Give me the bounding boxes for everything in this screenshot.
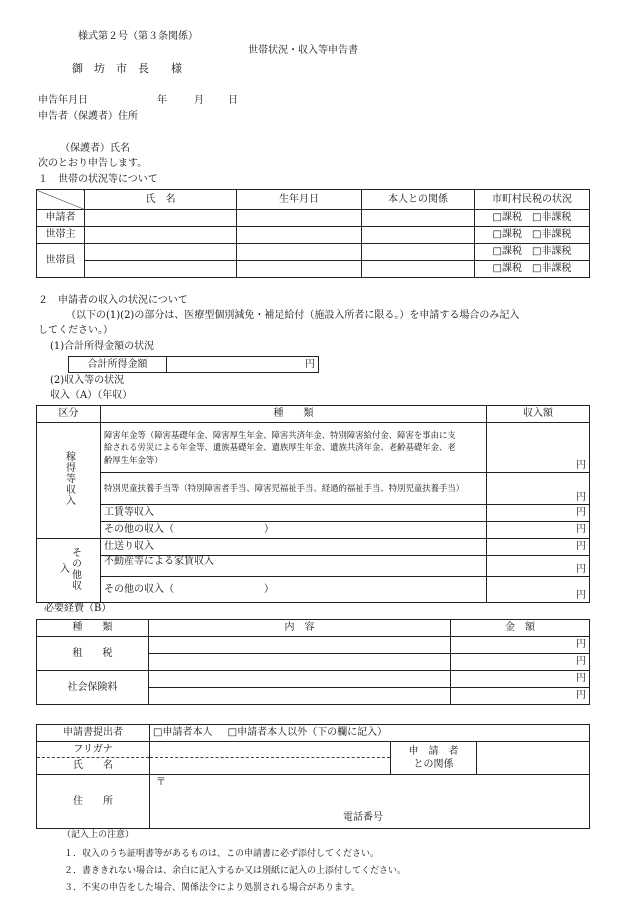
notes-heading: （記入上の注意） [62,830,135,840]
rent-amount[interactable]: 円 [487,556,590,577]
col-expense-content: 内 容 [149,620,451,637]
submitter-name-label: 氏 名 [37,758,150,775]
submitter-name-input[interactable] [150,758,391,775]
furigana-label: フリガナ [37,742,150,758]
pension-amount[interactable]: 円 [487,423,590,473]
submitter-address-label: 住 所 [37,775,150,829]
submitter-label: 申請書提出者 [37,725,150,742]
row-label-applicant: 申請者 [37,210,85,227]
allowance-type: 特別児童扶養手当等（特別障害者手当、障害児福祉手当、経過的福祉手当、特別児童扶養手当） [101,473,487,505]
table-row [37,522,590,539]
remittance-type: 仕送り収入 [101,539,487,556]
relation-label [391,742,477,775]
name-cell[interactable] [85,227,237,244]
birthdate-cell[interactable] [237,210,362,227]
expense-table [36,619,590,705]
insurance-amount-2[interactable]: 円 [451,688,590,705]
self-checkbox[interactable]: □申請者本人 [153,727,213,738]
table-row [37,261,590,278]
other-income-amount-2[interactable]: 円 [487,577,590,603]
other-income-group [37,539,101,603]
income-table [36,405,590,603]
year-label: 年 [157,95,167,106]
section2-note-1: （以下の(1)(2)の部分は、医療型個別減免・補足給付（施設入所者に限る。）を申請する場合のみ記入 [66,310,520,321]
col-name: 氏 名 [85,190,237,210]
name-label: （保護者）氏名 [60,143,130,154]
relation-cell[interactable] [362,261,475,278]
relation-input[interactable] [477,742,590,775]
other-income-type-2: その他の収入（ ） [101,577,487,603]
table-row [37,227,590,244]
declaration: 次のとおり申告します。 [38,158,148,169]
insurance-amount-1[interactable]: 円 [451,671,590,688]
expense-header-row [37,620,590,637]
address-row [37,775,590,829]
col-relation: 本人との関係 [362,190,475,210]
total-income-label: 合計所得金額 [69,357,167,373]
row-label-member: 世帯員 [37,244,85,278]
form-number: 様式第２号（第３条関係） [78,31,198,42]
col-type: 種 類 [101,406,487,423]
col-category: 区分 [37,406,101,423]
tax-checkboxes[interactable]: □課税 □非課税 [475,261,590,278]
tax-checkboxes[interactable]: □課税 □非課税 [475,210,590,227]
relation-cell[interactable] [362,227,475,244]
wages-type: 工賃等収入 [101,505,487,522]
income-header-row [37,406,590,423]
table-row [37,671,590,688]
table-row [37,210,590,227]
table-row [37,637,590,654]
expense-heading: 必要経費（B） [44,603,112,614]
tax-amount-1[interactable]: 円 [451,637,590,654]
rent-type: 不動産等による家賃収入 [101,556,487,577]
relation-line-2: との関係 [413,759,454,770]
earned-income-label: 稼得等収入 [63,451,75,506]
table-row [37,577,590,603]
table-row [37,473,590,505]
household-table [36,189,590,278]
tax-checkboxes[interactable]: □課税 □非課税 [475,244,590,261]
day-label: 日 [228,95,238,106]
birthdate-cell[interactable] [237,261,362,278]
relation-line-1: 申 請 者 [408,746,459,757]
col-amount: 収入額 [487,406,590,423]
col-tax-status: 市町村民税の状況 [475,190,590,210]
allowance-amount[interactable]: 円 [487,473,590,505]
postal-mark: 〒 [156,777,166,788]
tax-label: 租 税 [37,637,149,671]
household-header-row [37,190,590,210]
submitter-options [150,725,590,742]
address-label: 申告者（保護者）住所 [38,111,138,122]
name-cell[interactable] [85,244,237,261]
table-row [37,556,590,577]
earned-income-group [37,423,101,539]
birthdate-cell[interactable] [237,227,362,244]
note-item-2: ２．書ききれない場合は、余白に記入するか又は別紙に記入の上添付してください。 [64,866,407,876]
relation-cell[interactable] [362,244,475,261]
wages-amount[interactable]: 円 [487,505,590,522]
remittance-amount[interactable]: 円 [487,539,590,556]
furigana-row [37,742,590,758]
addressee: 御 坊 市 長 様 [72,62,182,75]
table-row [37,244,590,261]
birthdate-cell[interactable] [237,244,362,261]
subsection1-heading: (1)合計所得金額の状況 [50,341,155,352]
other-checkbox[interactable]: □申請者本人以外（下の欄に記入） [227,727,388,738]
diagonal-cell [37,190,85,210]
insurance-label: 社会保険料 [37,671,149,705]
insurance-content-1[interactable] [149,671,451,688]
note-item-3: ３．不実の申告をした場合、関係法令により処罰される場合があります。 [64,883,361,893]
name-cell[interactable] [85,210,237,227]
tax-content-2[interactable] [149,654,451,671]
section2-heading: ２ 申請者の収入の状況について [38,295,188,306]
phone-label: 電話番号 [343,812,383,823]
col-birthdate: 生年月日 [237,190,362,210]
other-income-label: その他収入 [57,546,81,591]
page-title: 世帯状況・収入等申告書 [248,45,358,56]
pension-type: 障害年金等（障害基礎年金、障害厚生年金、障害共済年金、特別障害給付金、障害を事由に支給される労災による年金等、遺族基礎年金、遺族厚生年金、遺族共済年金、老齢基礎年金、老齢厚生年金等） [101,423,487,473]
tax-content-1[interactable] [149,637,451,654]
subsection2-heading: (2)収入等の状況 [50,375,125,386]
section2-note-2: してください。） [38,325,113,336]
month-label: 月 [194,95,204,106]
name-cell[interactable] [85,261,237,278]
tax-amount-2[interactable]: 円 [451,654,590,671]
submitter-table [36,724,590,829]
total-income-table [68,356,319,373]
col-expense-amount: 金 額 [451,620,590,637]
relation-cell[interactable] [362,210,475,227]
table-row [37,539,590,556]
insurance-content-2[interactable] [149,688,451,705]
table-row [37,505,590,522]
furigana-input[interactable] [150,742,391,758]
section1-heading: １ 世帯の状況等について [38,174,158,185]
total-income-value[interactable]: 円 [167,357,319,373]
submitter-address-input[interactable] [150,775,590,829]
table-row [37,423,590,473]
submitter-row [37,725,590,742]
tax-checkboxes[interactable]: □課税 □非課税 [475,227,590,244]
income-a-heading: 収入（A）（年収） [50,390,133,401]
other-income-amount-1[interactable]: 円 [487,522,590,539]
other-income-type-1: その他の収入（ ） [101,522,487,539]
col-expense-type: 種 類 [37,620,149,637]
date-label: 申告年月日 [38,95,88,106]
row-label-head: 世帯主 [37,227,85,244]
note-item-1: １．収入のうち証明書等があるものは、この申請書に必ず添付してください。 [64,849,380,859]
